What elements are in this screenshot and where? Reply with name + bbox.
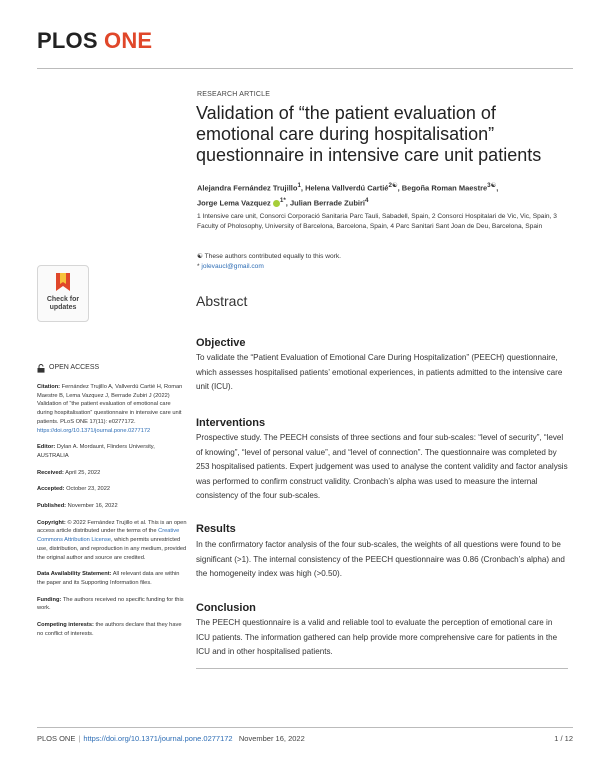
author-separator: ,: [496, 183, 499, 193]
open-access-badge[interactable]: [37, 364, 187, 373]
received-block: [37, 469, 187, 478]
corresponding-email-link[interactable]: jolevaucl@gmail.com: [201, 263, 264, 270]
article-title: Validation of “the patient evaluation of emotional care during hospitalisation” questionnaire in intensive care unit patients: [196, 103, 542, 165]
copyright-block: [37, 519, 187, 563]
author-affil-sup: 2☯: [388, 182, 398, 189]
interventions-heading: Interventions: [196, 417, 266, 429]
copyright-text: © 2022 Fernández Trujillo et al. This is an open access article distributed under the terms of the: [37, 519, 187, 535]
conclusion-text: The PEECH questionnaire is a valid and reliable tool to evaluate the perception of emotional care in ICU patients. The information gathered can help provide more comprehensive care for patients in the ICU and in other hospitalised patients.: [196, 618, 558, 656]
data-availability-text: All relevant data are within the paper and its Supporting Information files.: [37, 571, 180, 586]
badge-line1: Check for: [46, 296, 80, 303]
orcid-icon[interactable]: [273, 200, 280, 207]
competing-interests-text: the authors declare that they have no conflict of interests.: [37, 622, 182, 637]
accepted-block: [37, 485, 187, 494]
author-name[interactable]: , Begoña Roman Maestre: [397, 183, 488, 193]
page-footer: [37, 734, 305, 743]
check-for-updates-badge[interactable]: [37, 265, 89, 322]
editor-text: Dylan A. Mordaunt, Flinders University, AUSTRALIA: [37, 444, 155, 459]
author-notes: [197, 252, 572, 272]
abstract-heading: Abstract: [196, 293, 248, 309]
footer-date: November 16, 2022: [238, 734, 305, 743]
competing-interests-label: Competing interests:: [37, 622, 94, 629]
editor-block: [37, 443, 187, 460]
editor-label: Editor:: [37, 444, 56, 451]
results-heading: Results: [196, 523, 236, 535]
copyright-label: Copyright:: [37, 519, 66, 526]
license-link[interactable]: Creative Commons Attribution License: [37, 528, 180, 544]
author-affil-sup: 3☯: [487, 182, 497, 189]
author-affil-sup: 4: [364, 196, 369, 204]
journal-logo-one: ONE: [104, 28, 153, 53]
funding-label: Funding:: [37, 596, 62, 603]
author-list: [197, 180, 577, 209]
corresponding-mark: *: [197, 263, 200, 270]
competing-interests-block: [37, 621, 187, 638]
page-number: 1 / 12: [554, 734, 573, 743]
data-availability-block: [37, 570, 187, 587]
footer-journal: PLOS ONE: [37, 734, 76, 743]
published-block: [37, 502, 187, 511]
bookmark-ribbon-icon: [54, 272, 72, 292]
published-date: November 16, 2022: [67, 503, 118, 510]
interventions-text: Prospective study. The PEECH consists of three sections and four sub-scales: “level of security”, “level of knowing”, “level of personal value”, and “level of connection”. The questionnaire was completed by 253 hospitalised patients. Expert judgement was used to analyse the content validity and factor analysis was performed to confirm construct validity. Cronbach’s alpha was used to measure the internal consistency of the four sub-scales.: [196, 433, 568, 500]
accepted-label: Accepted:: [37, 486, 65, 493]
results-text: In the confirmatory factor analysis of the four sub-scales, the weights of all questions were found to be significant (>1). The internal consistency of the PEECH questionnaire was 0.86 (Cronbach’s alpha) and the homogeneity index was high (>0.50).: [196, 540, 565, 578]
author-affil-sup: 1*: [279, 196, 286, 204]
equal-contribution-note: ☯ These authors contributed equally to this work.: [197, 253, 341, 260]
journal-logo[interactable]: [37, 28, 152, 54]
footer-doi-link[interactable]: https://doi.org/10.1371/journal.pone.0277172: [83, 734, 233, 743]
article-type: RESEARCH ARTICLE: [197, 91, 271, 98]
citation-block: [37, 383, 187, 435]
author-name[interactable]: Jorge Lema Vazquez: [197, 198, 271, 207]
article-info-sidebar: [37, 364, 187, 646]
open-lock-icon: [37, 364, 45, 373]
open-access-label: OPEN ACCESS: [49, 364, 100, 372]
objective-text: To validate the “Patient Evaluation of Emotional Care During Hospitalization” (PEECH) questionnaire, which assesses hospitalised patients’ emotional experiences, in patients admitted to the intensive care unit (ICU).: [196, 353, 563, 391]
footer-separator: |: [78, 734, 81, 743]
journal-logo-plos: PLOS: [37, 28, 98, 53]
accepted-date: October 23, 2022: [66, 486, 111, 493]
objective-heading: Objective: [196, 337, 246, 349]
author-name[interactable]: , Helena Vallverdú Cartié: [300, 183, 389, 193]
badge-line2: updates: [49, 304, 77, 311]
published-label: Published:: [37, 503, 67, 510]
data-availability-label: Data Availability Statement:: [37, 571, 112, 578]
received-date: April 25, 2022: [65, 469, 101, 476]
author-name[interactable]: Alejandra Fernández Trujillo: [197, 183, 298, 193]
author-affil-sup: 1: [297, 182, 301, 189]
funding-text: The authors received no specific funding for this work.: [37, 596, 184, 612]
citation-text: Fernández Trujillo A, Vallverdú Cartié H, Roman Maestre B, Lema Vazquez J, Berrade Zubiri J (2022) Validation of “the patient evaluation of emotional care during hospitalisation” questionnaire in intensive care unit patients. PLoS ONE 17(11): e0277172.: [37, 384, 183, 425]
footer-divider: [37, 727, 573, 728]
citation-label: Citation:: [37, 384, 61, 390]
funding-block: [37, 596, 187, 613]
abstract-end-divider: [196, 668, 568, 669]
conclusion-heading: Conclusion: [196, 602, 256, 614]
author-name[interactable]: , Julian Berrade Zubiri: [285, 198, 365, 207]
header-divider: [37, 68, 573, 69]
affiliations: 1 Intensive care unit, Consorci Corporació Sanitaria Parc Tauli, Sabadell, Spain, 2 Consorci Hospitalari de Vic, Vic, Spain, 3 Faculty of Pholosophy, University of Barcelona, Barcelona, Spain, 4 Parc Sanitari Sant Joan de Deu, Barcelona, Spain: [197, 213, 557, 230]
citation-doi-link[interactable]: https://doi.org/10.1371/journal.pone.0277172: [37, 427, 151, 434]
copyright-text-end: , which permits unrestricted use, distribution, and reproduction in any medium, provided the original author and source are credited.: [37, 537, 187, 561]
received-label: Received:: [37, 469, 64, 476]
